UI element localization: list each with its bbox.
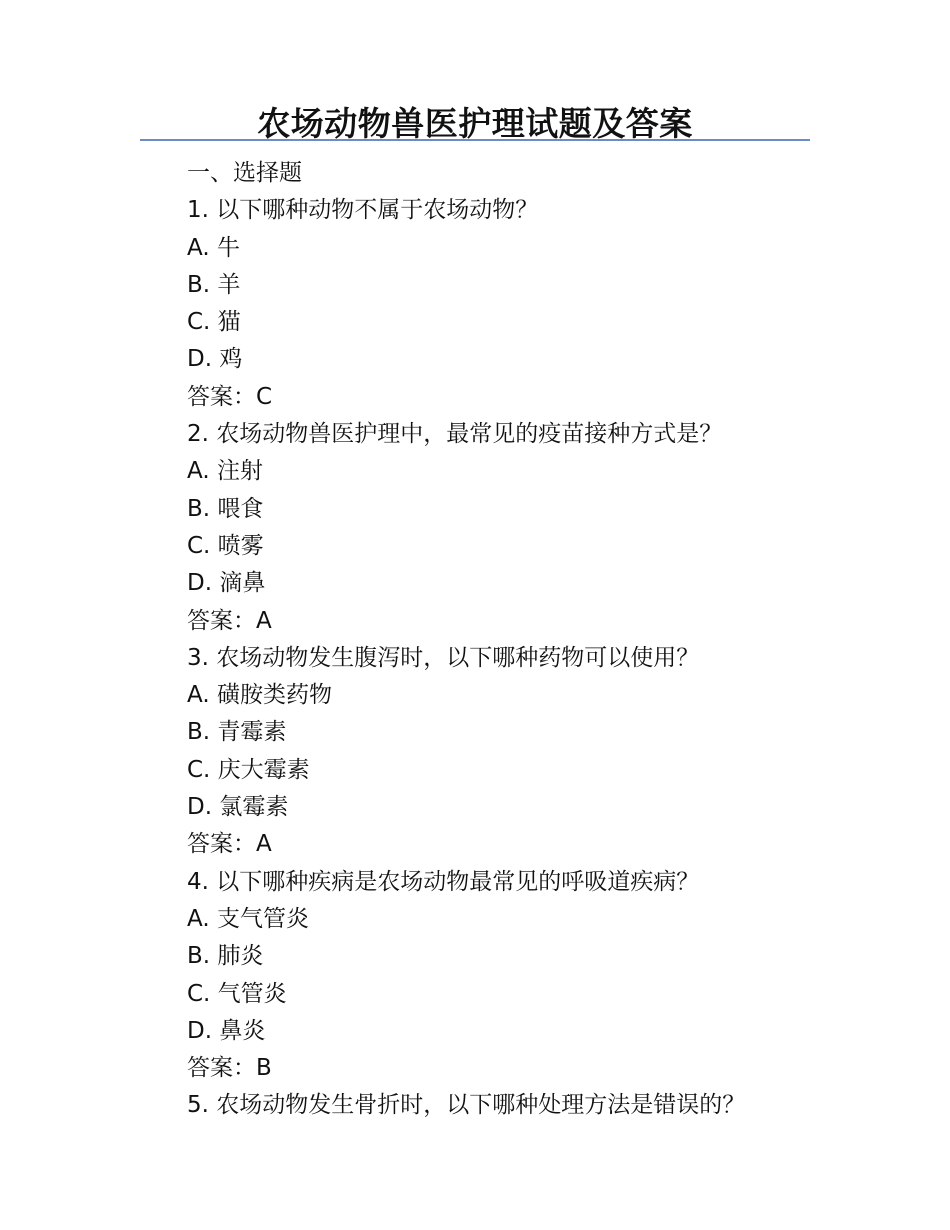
question-block — [187, 1087, 827, 1124]
answer-text: 答案：C — [187, 383, 273, 410]
option-c: C. 喷雾 — [187, 532, 264, 559]
question-block — [187, 864, 827, 1088]
answer-text: 答案：A — [187, 607, 272, 634]
question-block — [187, 416, 827, 640]
option-c: C. 庆大霉素 — [187, 756, 310, 783]
question-text: 1. 以下哪种动物不属于农场动物？ — [187, 197, 539, 224]
question-block — [187, 640, 827, 864]
option-b: B. 喂食 — [187, 495, 264, 522]
title-underline — [140, 139, 810, 141]
option-c: C. 猫 — [187, 309, 241, 336]
option-b: B. 青霉素 — [187, 719, 287, 746]
option-b: B. 肺炎 — [187, 943, 264, 970]
option-a: A. 磺胺类药物 — [187, 682, 332, 709]
document-title: 农场动物兽医护理试题及答案 — [257, 104, 693, 143]
option-d: D. 鼻炎 — [187, 1017, 266, 1044]
option-a: A. 牛 — [187, 234, 240, 261]
document-body — [187, 155, 827, 1125]
question-text: 3. 农场动物发生腹泻时，以下哪种药物可以使用？ — [187, 644, 700, 671]
question-block — [187, 192, 827, 416]
option-b: B. 羊 — [187, 271, 241, 298]
question-text: 2. 农场动物兽医护理中，最常见的疫苗接种方式是？ — [187, 421, 723, 448]
option-d: D. 鸡 — [187, 346, 243, 373]
option-d: D. 滴鼻 — [187, 570, 266, 597]
answer-text: 答案：B — [187, 1055, 272, 1082]
section-heading: 一、选择题 — [187, 160, 302, 186]
option-d: D. 氯霉素 — [187, 794, 289, 821]
option-a: A. 注射 — [187, 458, 263, 485]
option-c: C. 气管炎 — [187, 980, 287, 1007]
question-text: 4. 以下哪种疾病是农场动物最常见的呼吸道疾病？ — [187, 868, 700, 895]
answer-text: 答案：A — [187, 831, 272, 858]
question-text: 5. 农场动物发生骨折时，以下哪种处理方法是错误的？ — [187, 1092, 746, 1119]
option-a: A. 支气管炎 — [187, 905, 309, 932]
